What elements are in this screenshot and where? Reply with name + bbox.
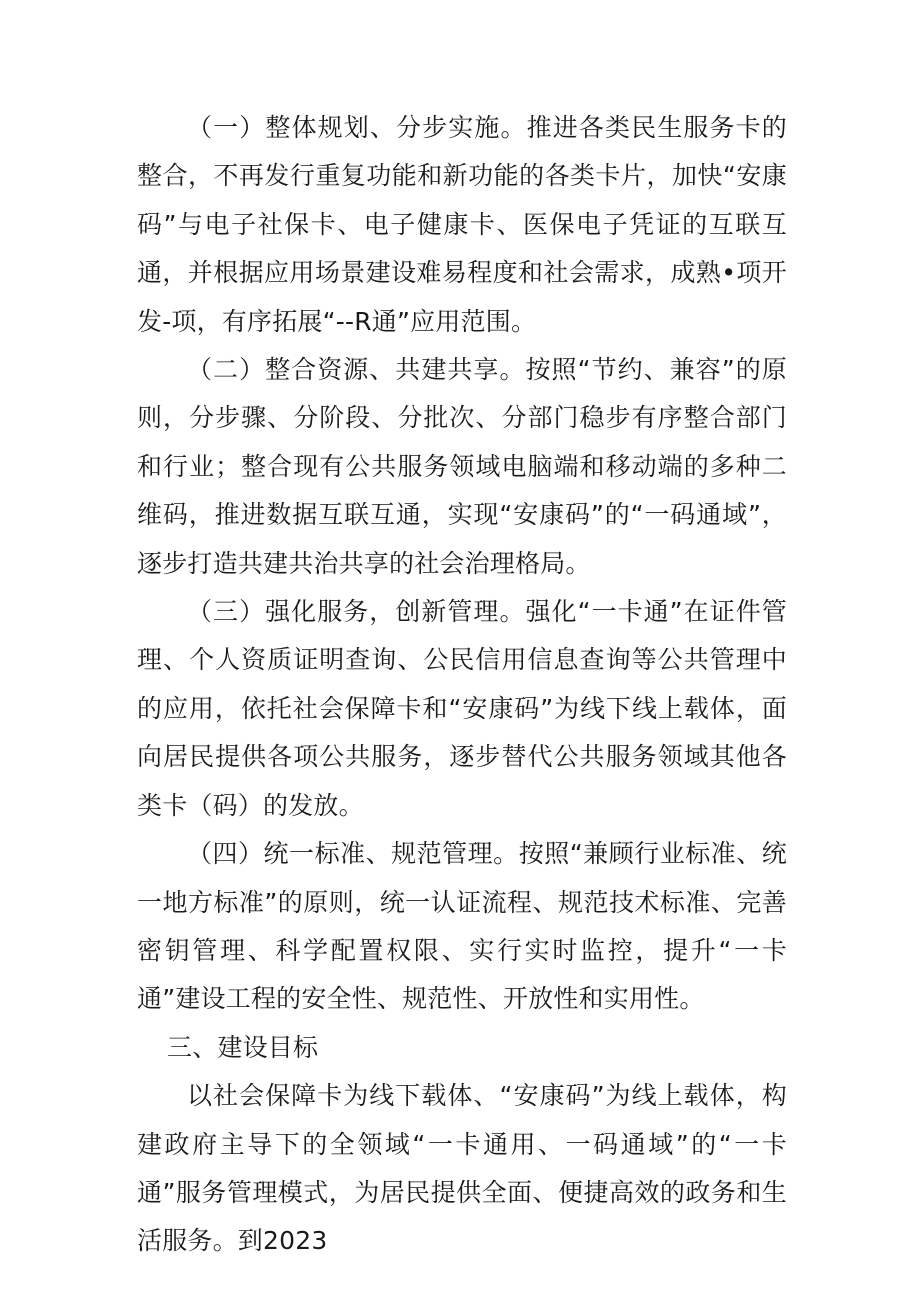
paragraph-service-innovation: （三）强化服务，创新管理。强化“一卡通”在证件管理、个人资质证明查询、公民信用信息查询等公共管理中的应用，依托社会保障卡和“安康码”为线下线上载体，面向居民提供各项公共服务，逐步替代公共服务领域其他各类卡（码）的发放。 [137, 597, 787, 820]
paragraph-overall-planning: （一）整体规划、分步实施。推进各类民生服务卡的整合，不再发行重复功能和新功能的各类卡片，加快“安康码”与电子社保卡、电子健康卡、医保电子凭证的互联互通，并根据应用场景建设难易程度和社会需求，成熟•项开发-项，有序拓展“--R通”应用范围。 [137, 113, 787, 336]
section-heading: 三、建设目标 [167, 1032, 319, 1062]
paragraph-unified-standards: （四）统一标准、规范管理。按照“兼顾行业标准、统一地方标准”的原则，统一认证流程、规范技术标准、完善密钥管理、科学配置权限、实行实时监控，提升“一卡通”建设工程的安全性、规范性、开放性和实用性。 [137, 839, 787, 1014]
paragraph-resource-integration: （二）整合资源、共建共享。按照“节约、兼容”的原则，分步骤、分阶段、分批次、分部门稳步有序整合部门和行业；整合现有公共服务领域电脑端和移动端的多种二维码，推进数据互联互通，实现“安康码”的“一码通域”，逐步打造共建共治共享的社会治理格局。 [137, 355, 787, 578]
paragraph-construction-goals: 以社会保障卡为线下载体、“安康码”为线上载体，构建政府主导下的全领域“一卡通用、一码通域”的“一卡通”服务管理模式，为居民提供全面、便捷高效的政务和生活服务。到2023 [137, 1081, 787, 1256]
document-body [137, 104, 787, 1266]
